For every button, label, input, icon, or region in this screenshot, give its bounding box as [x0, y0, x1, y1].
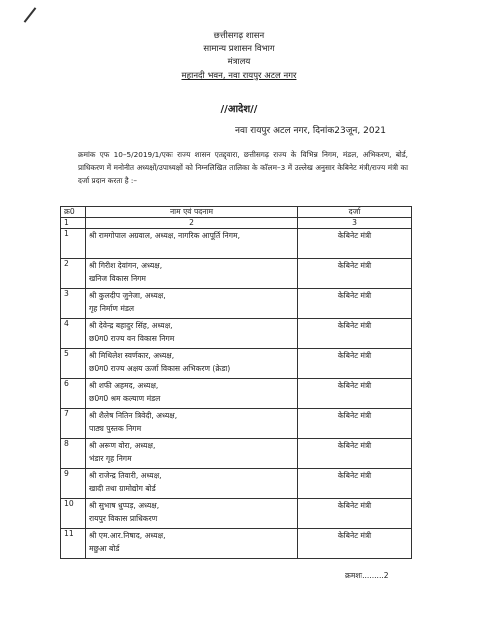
row-name-cell — [86, 529, 298, 559]
row-name-line2: खनिज विकास निगम — [89, 274, 146, 283]
row-name-line2: छ0ग0 राज्य अक्षय ऊर्जा विकास अभिकरण (क्रेडा) — [89, 364, 231, 373]
row-name-line1: श्री एम.आर.निषाद, अध्यक्ष, — [89, 531, 166, 540]
row-serial: 3 — [61, 289, 86, 319]
header-status: दर्जा — [298, 207, 412, 218]
table-row — [61, 259, 412, 289]
row-serial: 6 — [61, 379, 86, 409]
table-row — [61, 349, 412, 379]
row-serial: 11 — [61, 529, 86, 559]
row-status: केबिनेट मंत्री — [298, 229, 412, 259]
header-name: नाम एवं पदनाम — [86, 207, 298, 218]
header-serial: क्र0 — [61, 207, 86, 218]
row-name-line1: श्री शैलेष नितिन त्रिवेदी, अध्यक्ष, — [89, 411, 178, 420]
row-name-line1: श्री मिथिलेश स्वर्णकार, अध्यक्ष, — [89, 351, 175, 360]
table-colnum-row — [61, 218, 412, 229]
table-row — [61, 229, 412, 259]
colnum-1: 1 — [61, 218, 86, 229]
row-name-line1: श्री रामगोपाल अग्रवाल, अध्यक्ष, नागरिक आपूर्ति निगम, — [89, 231, 241, 240]
table-row — [61, 379, 412, 409]
ministry-label: मंत्रालय — [227, 57, 251, 67]
table-row — [61, 499, 412, 529]
appointment-table — [60, 206, 412, 559]
row-status: केबिनेट मंत्री — [298, 499, 412, 529]
row-name-line1: श्री राजेन्द्र तिवारी, अध्यक्ष, — [89, 471, 162, 480]
row-name-line1: श्री शफी अहमद, अध्यक्ष, — [89, 381, 159, 390]
row-serial: 4 — [61, 319, 86, 349]
table-row — [61, 529, 412, 559]
row-name-line1: श्री देवेन्द्र बहादुर सिंह, अध्यक्ष, — [89, 321, 173, 330]
row-serial: 1 — [61, 229, 86, 259]
order-paragraph: क्रमांक एफ 10–5/2019/1/एकः राज्य शासन एतद्द्वारा, छत्तीसगढ़ राज्य के विभिन्न निगम, मंडल, अभिकरण, बोर्ड, प्राधिकरण में मनोनीत अध्यक्षों/उपाध्यक्षों को निम्नलिखित तालिका के कॉलम–3 में उल्लेख अनुसार केबिनेट मंत्री/राज्य मंत्री का दर्जा प्रदान करता है :– — [78, 150, 408, 185]
row-status: केबिनेट मंत्री — [298, 409, 412, 439]
colnum-3: 3 — [298, 218, 412, 229]
govt-name: छत्तीसगढ़ शासन — [213, 31, 265, 41]
row-name-line2: मछुआ बोर्ड — [89, 544, 120, 553]
row-name-cell — [86, 409, 298, 439]
row-name-line2: खादी तथा ग्रामोद्योग बोर्ड — [89, 484, 156, 493]
row-name-line2: भंडार गृह निगम — [89, 454, 132, 463]
row-name-cell — [86, 349, 298, 379]
address-line: महानदी भवन, नवा रायपुर अटल नगर — [181, 71, 297, 81]
row-name-line1: श्री अरूण वोरा, अध्यक्ष, — [89, 441, 156, 450]
row-name-cell — [86, 439, 298, 469]
row-name-line2: गृह निर्माण मंडल — [89, 304, 135, 313]
pen-mark — [24, 7, 37, 22]
row-name-cell — [86, 499, 298, 529]
order-title: //आदेश// — [220, 104, 258, 115]
row-name-line1: श्री कुलदीप जुनेजा, अध्यक्ष, — [89, 291, 166, 300]
table-row — [61, 319, 412, 349]
colnum-2: 2 — [86, 218, 298, 229]
table-row — [61, 469, 412, 499]
row-name-line2: छ0ग0 राज्य वन विकास निगम — [89, 334, 175, 343]
row-status: केबिनेट मंत्री — [298, 349, 412, 379]
table-row — [61, 409, 412, 439]
row-serial: 7 — [61, 409, 86, 439]
table-row — [61, 439, 412, 469]
row-status: केबिनेट मंत्री — [298, 289, 412, 319]
row-name-cell — [86, 259, 298, 289]
row-name-cell — [86, 379, 298, 409]
row-status: केबिनेट मंत्री — [298, 529, 412, 559]
row-serial: 2 — [61, 259, 86, 289]
row-serial: 5 — [61, 349, 86, 379]
department-name: सामान्य प्रशासन विभाग — [203, 44, 275, 54]
row-name-line1: श्री गिरीश देवांगन, अध्यक्ष, — [89, 261, 163, 270]
row-name-cell — [86, 319, 298, 349]
continued-note: क्रमशः.........2 — [345, 571, 389, 580]
row-status: केबिनेट मंत्री — [298, 379, 412, 409]
row-serial: 8 — [61, 439, 86, 469]
row-name-cell — [86, 229, 298, 259]
row-name-line1: श्री सुभाष धुप्पड़, अध्यक्ष, — [89, 501, 160, 510]
row-name-cell — [86, 289, 298, 319]
row-status: केबिनेट मंत्री — [298, 439, 412, 469]
row-serial: 10 — [61, 499, 86, 529]
row-name-line2: पाठ्य पुस्तक निगम — [89, 424, 142, 433]
row-name-cell — [86, 469, 298, 499]
table-row — [61, 289, 412, 319]
table-body — [61, 229, 412, 559]
row-name-line2: छ0ग0 श्रम कल्याण मंडल — [89, 394, 161, 403]
row-serial: 9 — [61, 469, 86, 499]
row-status: केबिनेट मंत्री — [298, 259, 412, 289]
row-status: केबिनेट मंत्री — [298, 469, 412, 499]
row-status: केबिनेट मंत्री — [298, 319, 412, 349]
table-header-row — [61, 207, 412, 218]
row-name-line2: रायपुर विकास प्राधिकरण — [89, 514, 158, 523]
date-line: नवा रायपुर अटल नगर, दिनांक23जून, 2021 — [235, 126, 387, 136]
